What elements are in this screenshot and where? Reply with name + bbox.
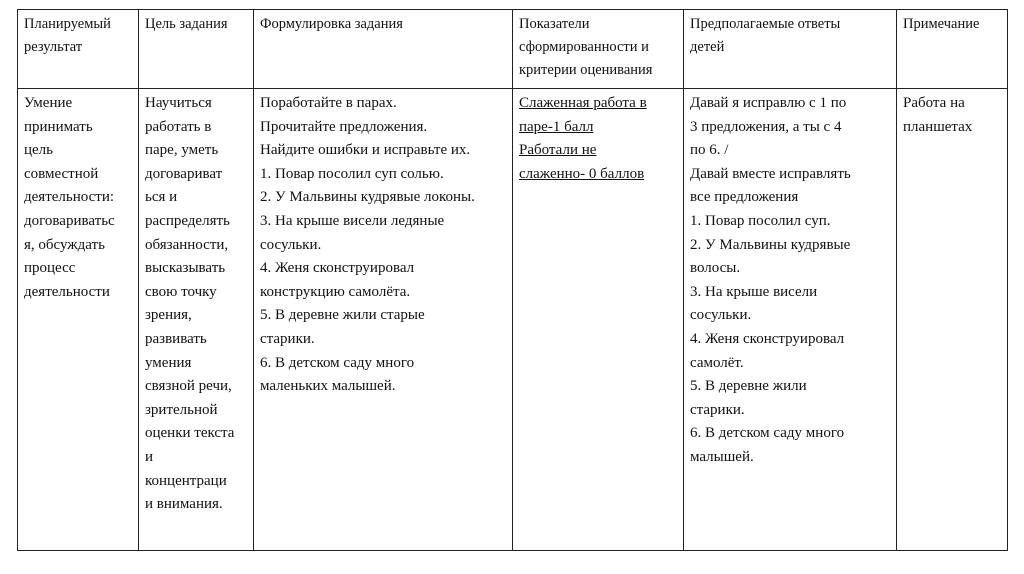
text-line: обязанности, (145, 236, 229, 253)
text-line: Поработайте в парах. (260, 95, 397, 111)
text-line: ься и (145, 189, 178, 206)
text-line: совместной (24, 165, 99, 182)
header-row (18, 10, 1008, 89)
text-line: договариват (145, 165, 223, 182)
text-line: Планируемый (24, 16, 111, 32)
text-line: Предполагаемые ответы (690, 16, 841, 32)
cell-task-goal (139, 89, 254, 551)
text-line: свою точку (145, 283, 217, 300)
text-line: я, обсуждать (24, 236, 105, 253)
text-line: 3 предложения, а ты с 4 (690, 118, 842, 135)
text-line: результат (24, 39, 83, 55)
text-line: связной речи, (145, 378, 232, 395)
text-line: по 6. / (690, 142, 729, 159)
text-line: 4. Женя сконструировал (260, 260, 415, 277)
text-line: слаженно- 0 баллов (519, 165, 645, 182)
text-line: конструкцию самолёта. (260, 283, 411, 300)
text-line: волосы. (690, 260, 741, 277)
text-line: 5. В деревне жили (690, 378, 807, 395)
text-line: Цель задания (145, 16, 228, 32)
text-line: 3. На крыше висели ледяные (260, 212, 445, 229)
text-line: самолёт. (690, 354, 744, 371)
text-line: оценки текста (145, 425, 235, 442)
text-line: цель (24, 142, 54, 159)
table-row (18, 89, 1008, 551)
text-line: детей (690, 39, 725, 55)
cell-expected-answers (684, 89, 897, 551)
text-line: Прочитайте предложения. (260, 118, 428, 135)
text-line: 1. Повар посолил суп. (690, 212, 831, 229)
header-planned-result (18, 10, 139, 89)
text-line: Показатели (519, 16, 590, 32)
text-line: маленьких малышей. (260, 378, 396, 395)
cell-note (897, 89, 1008, 551)
lesson-plan-table (17, 9, 1008, 551)
text-line: сформированности и (519, 39, 649, 55)
header-note (897, 10, 1008, 89)
text-line: 6. В детском саду много (690, 425, 845, 442)
text-line: сосульки. (260, 236, 322, 253)
text-line: Давай вместе исправлять (690, 165, 851, 182)
text-line: паре-1 балл (519, 118, 594, 135)
text-line: Работали не (519, 142, 597, 159)
text-line: 4. Женя сконструировал (690, 330, 845, 347)
text-line: Работа на (903, 95, 965, 111)
text-line: 6. В детском саду много (260, 354, 415, 371)
text-line: высказывать (145, 260, 226, 277)
text-line: умения (145, 354, 192, 371)
text-line: планшетах (903, 118, 973, 135)
header-task-goal (139, 10, 254, 89)
text-line: старики. (690, 401, 745, 418)
text-line: паре, уметь (145, 142, 219, 159)
text-line: процесс (24, 260, 76, 277)
text-line: Научиться (145, 95, 212, 111)
text-line: Формулировка задания (260, 16, 403, 32)
text-line: деятельности (24, 283, 110, 300)
text-line: Умение (24, 95, 73, 111)
text-line: 3. На крыше висели (690, 283, 818, 300)
text-line: Слаженная работа в (519, 95, 647, 111)
text-line: зрительной (145, 401, 218, 418)
text-line: Найдите ошибки и исправьте их. (260, 142, 471, 159)
text-line: развивать (145, 330, 207, 347)
text-line: зрения, (145, 307, 192, 324)
text-line: работать в (145, 118, 212, 135)
text-line: и (145, 448, 154, 465)
text-line: принимать (24, 118, 93, 135)
cell-planned-result (18, 89, 139, 551)
text-line: малышей. (690, 448, 754, 465)
text-line: 2. У Мальвины кудрявые (690, 236, 851, 253)
text-line: все предложения (690, 189, 799, 206)
text-line: сосульки. (690, 307, 752, 324)
header-expected-answers (684, 10, 897, 89)
text-line: концентраци (145, 472, 227, 489)
cell-task-wording (254, 89, 513, 551)
text-line: деятельности: (24, 189, 115, 206)
text-line: 2. У Мальвины кудрявые локоны. (260, 189, 475, 206)
text-line: Давай я исправлю с 1 по (690, 95, 847, 111)
text-line: и внимания. (145, 496, 223, 513)
text-line: старики. (260, 330, 315, 347)
text-line: критерии оценивания (519, 62, 653, 78)
text-line: договариватьс (24, 212, 115, 229)
text-line: 5. В деревне жили старые (260, 307, 425, 324)
header-criteria (513, 10, 684, 89)
header-task-wording (254, 10, 513, 89)
text-line: Примечание (903, 16, 980, 32)
cell-criteria (513, 89, 684, 551)
text-line: 1. Повар посолил суп солью. (260, 165, 444, 182)
text-line: распределять (145, 212, 230, 229)
